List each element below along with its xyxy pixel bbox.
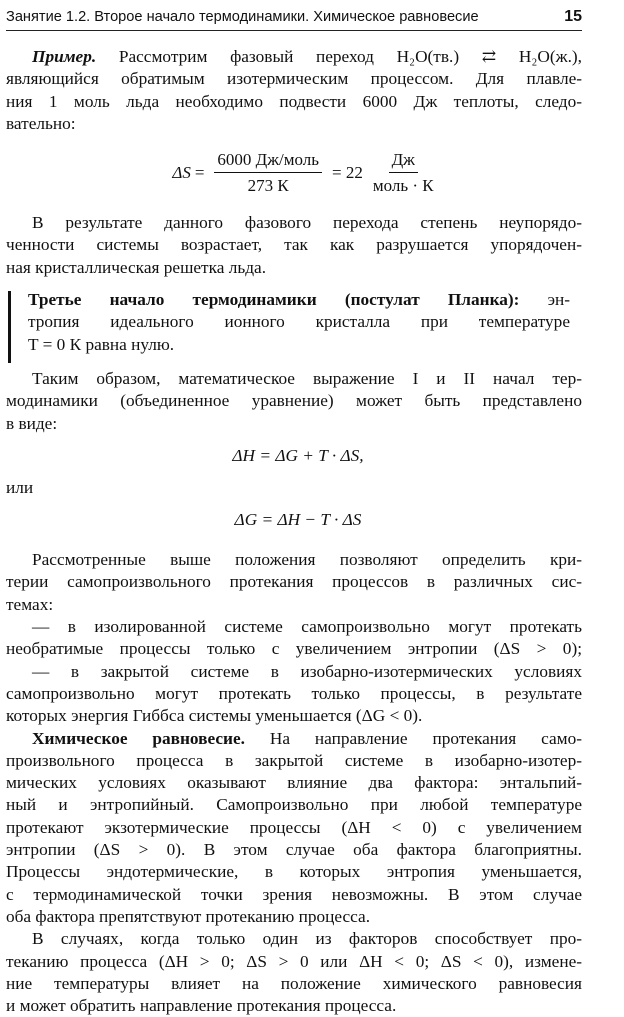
equilibrium-line-5: протекают экзотермические процессы (ΔH < 0) с увеличением (6, 817, 582, 837)
equilibrium-line-1: На направление протекания само- (269, 728, 582, 748)
list-item-line: необратимые процессы только с увеличением энтропии (ΔS > 0); (6, 639, 582, 659)
list-item-line: — в закрытой системе в изобарно-изотермических условиях (32, 661, 582, 681)
fraction-denominator: 273 К (247, 176, 289, 196)
page-number: 15 (564, 8, 582, 25)
equation-gibbs: ΔG = ΔH − T · ΔS (234, 510, 362, 530)
units-denominator: моль · К (372, 176, 434, 196)
result-paragraph (6, 212, 582, 279)
criteria-line-2: терии самопроизвольного протекания процессов в различных сис- (6, 572, 582, 592)
criteria-line-3: темах: (6, 594, 54, 614)
equation-enthalpy: ΔH = ΔG + T · ΔS, (232, 445, 364, 465)
equilibrium-paragraph (6, 728, 582, 929)
equilibrium-line-8: с термодинамической точки зрения невозможны. В этом случае (6, 884, 582, 904)
thus-line-2: модинамики (объединенное уравнение) может быть представлено (6, 391, 582, 411)
postulate-line-1: эн- (547, 290, 570, 310)
equilibrium-line-3: мических условиях оказывают влияние два фактора: энтальпий- (6, 773, 582, 793)
list-item-line: самопроизвольно могут протекать только процессы, в результате (6, 683, 582, 703)
running-header (6, 6, 582, 31)
example-label: Пример. (32, 47, 97, 66)
criteria-paragraph (6, 549, 582, 616)
list-item-line: которых энергия Гиббса системы уменьшается (ΔG < 0). (6, 706, 423, 726)
equilibrium-line-6: энтропии (ΔS > 0). В этом случае оба фактора благоприятны. (6, 840, 582, 860)
header-title: Занятие 1.2. Второе начало термодинамики. Химическое равновесие (6, 9, 479, 25)
equilibrium-line-7: Процессы эндотермические, в которых энтропия уменьшается, (6, 862, 582, 882)
postulate-title: Третье начало термодинамики (постулат Планка): (28, 290, 520, 310)
criteria-line-1: Рассмотренные выше положения позволяют определить кри- (32, 550, 582, 570)
formula-equals: = (194, 163, 205, 183)
postulate-margin-bar (8, 291, 11, 363)
example-paragraph (6, 46, 582, 135)
equilibrium-line-4: ный и энтропийный. Самопроизвольно при любой температуре (6, 795, 582, 815)
result-line-1: В результате данного фазового перехода степень неупорядо- (32, 213, 582, 233)
equilibrium-line-2: произвольного процесса в закрытой системе в изобарно-изотер- (6, 750, 582, 770)
criteria-list (6, 616, 582, 727)
list-item (6, 616, 582, 661)
cases-line-1: В случаях, когда только один из факторов способствует про- (32, 929, 582, 949)
example-line-1: Рассмотрим фазовый переход H₂O(тв.) ⇄ H₂O(ж.), (118, 47, 582, 66)
result-line-3: ная кристаллическая решетка льда. (6, 257, 267, 277)
example-line-3: ния 1 моль льда необходимо подвести 6000 Дж теплоты, следо- (6, 91, 582, 111)
result-line-2: ченности системы возрастает, так как разрушается упорядочен- (6, 235, 582, 255)
equilibrium-line-9: оба фактора препятствуют протеканию процесса. (6, 906, 371, 926)
thus-line-3: в виде: (6, 413, 58, 433)
postulate-line-3: T = 0 К равна нулю. (28, 334, 175, 354)
list-item (6, 661, 582, 728)
cases-line-3: ние температуры влияет на положение химического равновесия (6, 973, 582, 993)
cases-paragraph (6, 928, 582, 1017)
fraction-numerator: 6000 Дж/моль (214, 150, 322, 173)
fraction-heat-temperature (214, 150, 322, 196)
formula-result: = 22 (332, 163, 363, 183)
units-numerator: Дж (389, 150, 418, 173)
or-word: или (6, 477, 34, 497)
page-body (6, 46, 582, 1017)
thus-line-1: Таким образом, математическое выражение I и II начал тер- (32, 368, 582, 388)
example-line-4: вательно: (6, 113, 76, 133)
cases-line-4: и может обратить направление протекания процесса. (6, 996, 397, 1016)
example-line-2: являющийся обратимым изотермическим процессом. Для плавле- (6, 69, 582, 89)
list-item-line: — в изолированной системе самопроизвольно могут протекать (32, 617, 582, 637)
entropy-formula (6, 143, 582, 203)
planck-postulate-box (6, 289, 582, 356)
thus-paragraph (6, 368, 582, 435)
cases-line-2: теканию процесса (ΔH > 0; ΔS > 0 или ΔH < 0; ΔS < 0), измене- (6, 951, 582, 971)
formula-lhs: ΔS (172, 163, 191, 183)
fraction-units (373, 150, 434, 196)
equilibrium-label: Химическое равновесие. (32, 728, 245, 748)
postulate-line-2: тропия идеального ионного кристалла при температуре (28, 312, 570, 332)
